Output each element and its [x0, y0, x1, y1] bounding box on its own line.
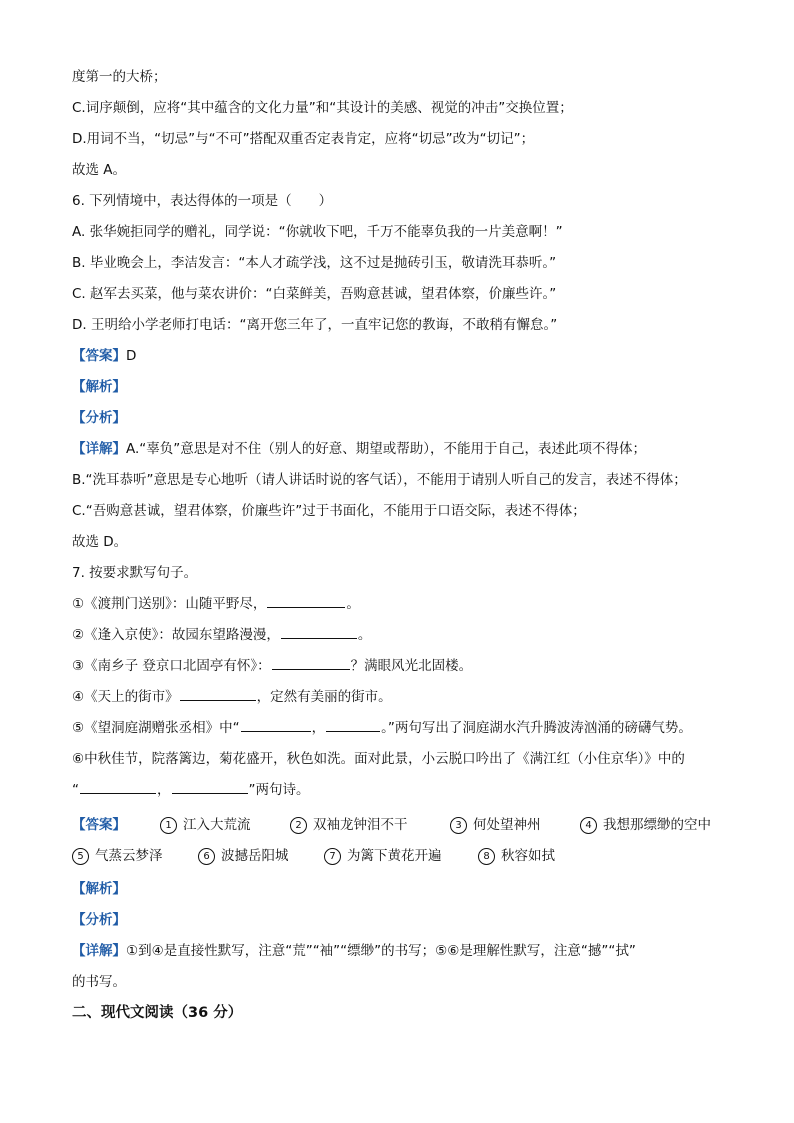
detail-tag: 【详解】: [72, 441, 126, 457]
text-line: 故选 D。: [72, 534, 128, 550]
fill-text: ”两句诗。: [248, 782, 310, 798]
detail-line: [72, 438, 734, 460]
answer-value: D: [126, 348, 137, 364]
answer-text: 何处望神州: [473, 817, 541, 833]
fill-text: ①《渡荆门送别》：山随平野尽，: [72, 596, 267, 612]
option-a: A. 张华婉拒同学的赠礼，同学说：“你就收下吧，千万不能辜负我的一片美意啊！”: [72, 224, 563, 240]
detail-text: ①到④是直接性默写，注意“荒”“袖”“缥缈”的书写；⑤⑥是理解性默写，注意“撼”“拭”: [126, 943, 636, 959]
answer-7-item: [290, 814, 408, 836]
answer-7-item: [160, 814, 251, 836]
circled-number: 2: [290, 817, 307, 834]
fill-text: ④《天上的街市》: [72, 689, 179, 705]
text-line: B.“洗耳恭听”意思是专心地听（请人讲话时说的客气话），不能用于请别人听自己的发言，表述不得体；: [72, 472, 687, 488]
fill-text: 。”两句写出了洞庭湖水汽升腾波涛汹涌的磅礴气势。: [381, 720, 692, 736]
circled-number: 3: [450, 817, 467, 834]
question-6-stem: 6. 下列情境中，表达得体的一项是（ ）: [72, 193, 333, 209]
fill-item-5: [72, 717, 734, 739]
fill-text: ，: [311, 720, 326, 736]
circled-number: 8: [478, 848, 495, 865]
text-line: C.“吾购意甚诚，望君体察，价廉些许”过于书面化，不能用于口语交际，表述不得体；: [72, 503, 586, 519]
text-line: 的书写。: [72, 974, 126, 990]
answer-text: 秋容如拭: [501, 848, 555, 864]
section-heading: 二、现代文阅读（36 分）: [72, 1005, 243, 1021]
answer-7-item: [478, 845, 555, 867]
circled-number: 4: [580, 817, 597, 834]
answer-7-item: [198, 845, 289, 867]
answer-7-item: [450, 814, 541, 836]
answer-text: 江入大荒流: [183, 817, 251, 833]
fill-text: “: [72, 782, 79, 798]
fill-item-1: [72, 593, 734, 615]
fill-text: 。: [357, 627, 372, 643]
circled-number: 5: [72, 848, 89, 865]
fill-blank[interactable]: [281, 624, 357, 639]
answer-text: 双袖龙钟泪不干: [313, 817, 408, 833]
fill-text: ？满眼风光北固楼。: [350, 658, 473, 674]
analysis-sub-tag: 【分析】: [72, 912, 126, 928]
fill-item-3: [72, 655, 734, 677]
fill-item-6-cont: [72, 779, 734, 801]
fill-blank[interactable]: [241, 717, 311, 732]
analysis-tag: 【解析】: [72, 881, 126, 897]
text-line: 度第一的大桥；: [72, 69, 167, 85]
option-c: C. 赵军去买菜，他与菜农讲价：“白菜鲜美，吾购意甚诚，望君体察，价廉些许。”: [72, 286, 557, 302]
answer-tag: 【答案】: [72, 348, 126, 364]
fill-text: ⑤《望洞庭湖赠张丞相》中“: [72, 720, 240, 736]
text-line: C.词序颠倒，应将“其中蕴含的文化力量”和“其设计的美感、视觉的冲击”交换位置；: [72, 100, 573, 116]
fill-text: 。: [346, 596, 360, 612]
fill-blank[interactable]: [272, 655, 350, 670]
fill-text: ，: [157, 782, 171, 798]
fill-blank[interactable]: [326, 717, 380, 732]
fill-blank[interactable]: [172, 779, 248, 794]
question-7-stem: 7. 按要求默写句子。: [72, 565, 198, 581]
answer-tag: 【答案】: [72, 817, 126, 833]
circled-number: 6: [198, 848, 215, 865]
analysis-sub-tag: 【分析】: [72, 410, 126, 426]
answer-7-item: [580, 814, 711, 836]
fill-text: ②《逢入京使》：故园东望路漫漫，: [72, 627, 280, 643]
fill-blank[interactable]: [180, 686, 256, 701]
answer-text: 气蒸云梦泽: [95, 848, 163, 864]
answer-7-item: [324, 845, 442, 867]
fill-item-4: [72, 686, 734, 708]
answer-7-item: [72, 845, 163, 867]
analysis-tag: 【解析】: [72, 379, 126, 395]
fill-blank[interactable]: [80, 779, 156, 794]
circled-number: 1: [160, 817, 177, 834]
detail-line: [72, 940, 734, 962]
detail-tag: 【详解】: [72, 943, 126, 959]
option-d: D. 王明给小学老师打电话：“离开您三年了，一直牢记您的教诲，不敢稍有懈怠。”: [72, 317, 558, 333]
detail-text: A.“辜负”意思是对不住（别人的好意、期望或帮助），不能用于自己，表述此项不得体；: [126, 441, 647, 457]
answer-text: 波撼岳阳城: [221, 848, 289, 864]
text-line: 故选 A。: [72, 162, 127, 178]
fill-item-6: ⑥中秋佳节，院落篱边，菊花盛开，秋色如洗。面对此景，小云脱口吟出了《满江红（小住京华）》中的: [72, 751, 685, 767]
fill-text: ，定然有美丽的街市。: [256, 689, 392, 705]
answer-text: 我想那缥缈的空中: [603, 817, 711, 833]
fill-item-2: [72, 624, 734, 646]
option-b: B. 毕业晚会上，李洁发言：“本人才疏学浅，这不过是抛砖引玉，敬请洗耳恭听。”: [72, 255, 557, 271]
text-line: D.用词不当，“切忌”与“不可”搭配双重否定表肯定，应将“切忌”改为“切记”；: [72, 131, 535, 147]
answer-6: [72, 345, 734, 367]
fill-text: ③《南乡子 登京口北固亭有怀》：: [72, 658, 271, 674]
circled-number: 7: [324, 848, 341, 865]
answer-text: 为篱下黄花开遍: [347, 848, 442, 864]
fill-blank[interactable]: [267, 593, 345, 608]
